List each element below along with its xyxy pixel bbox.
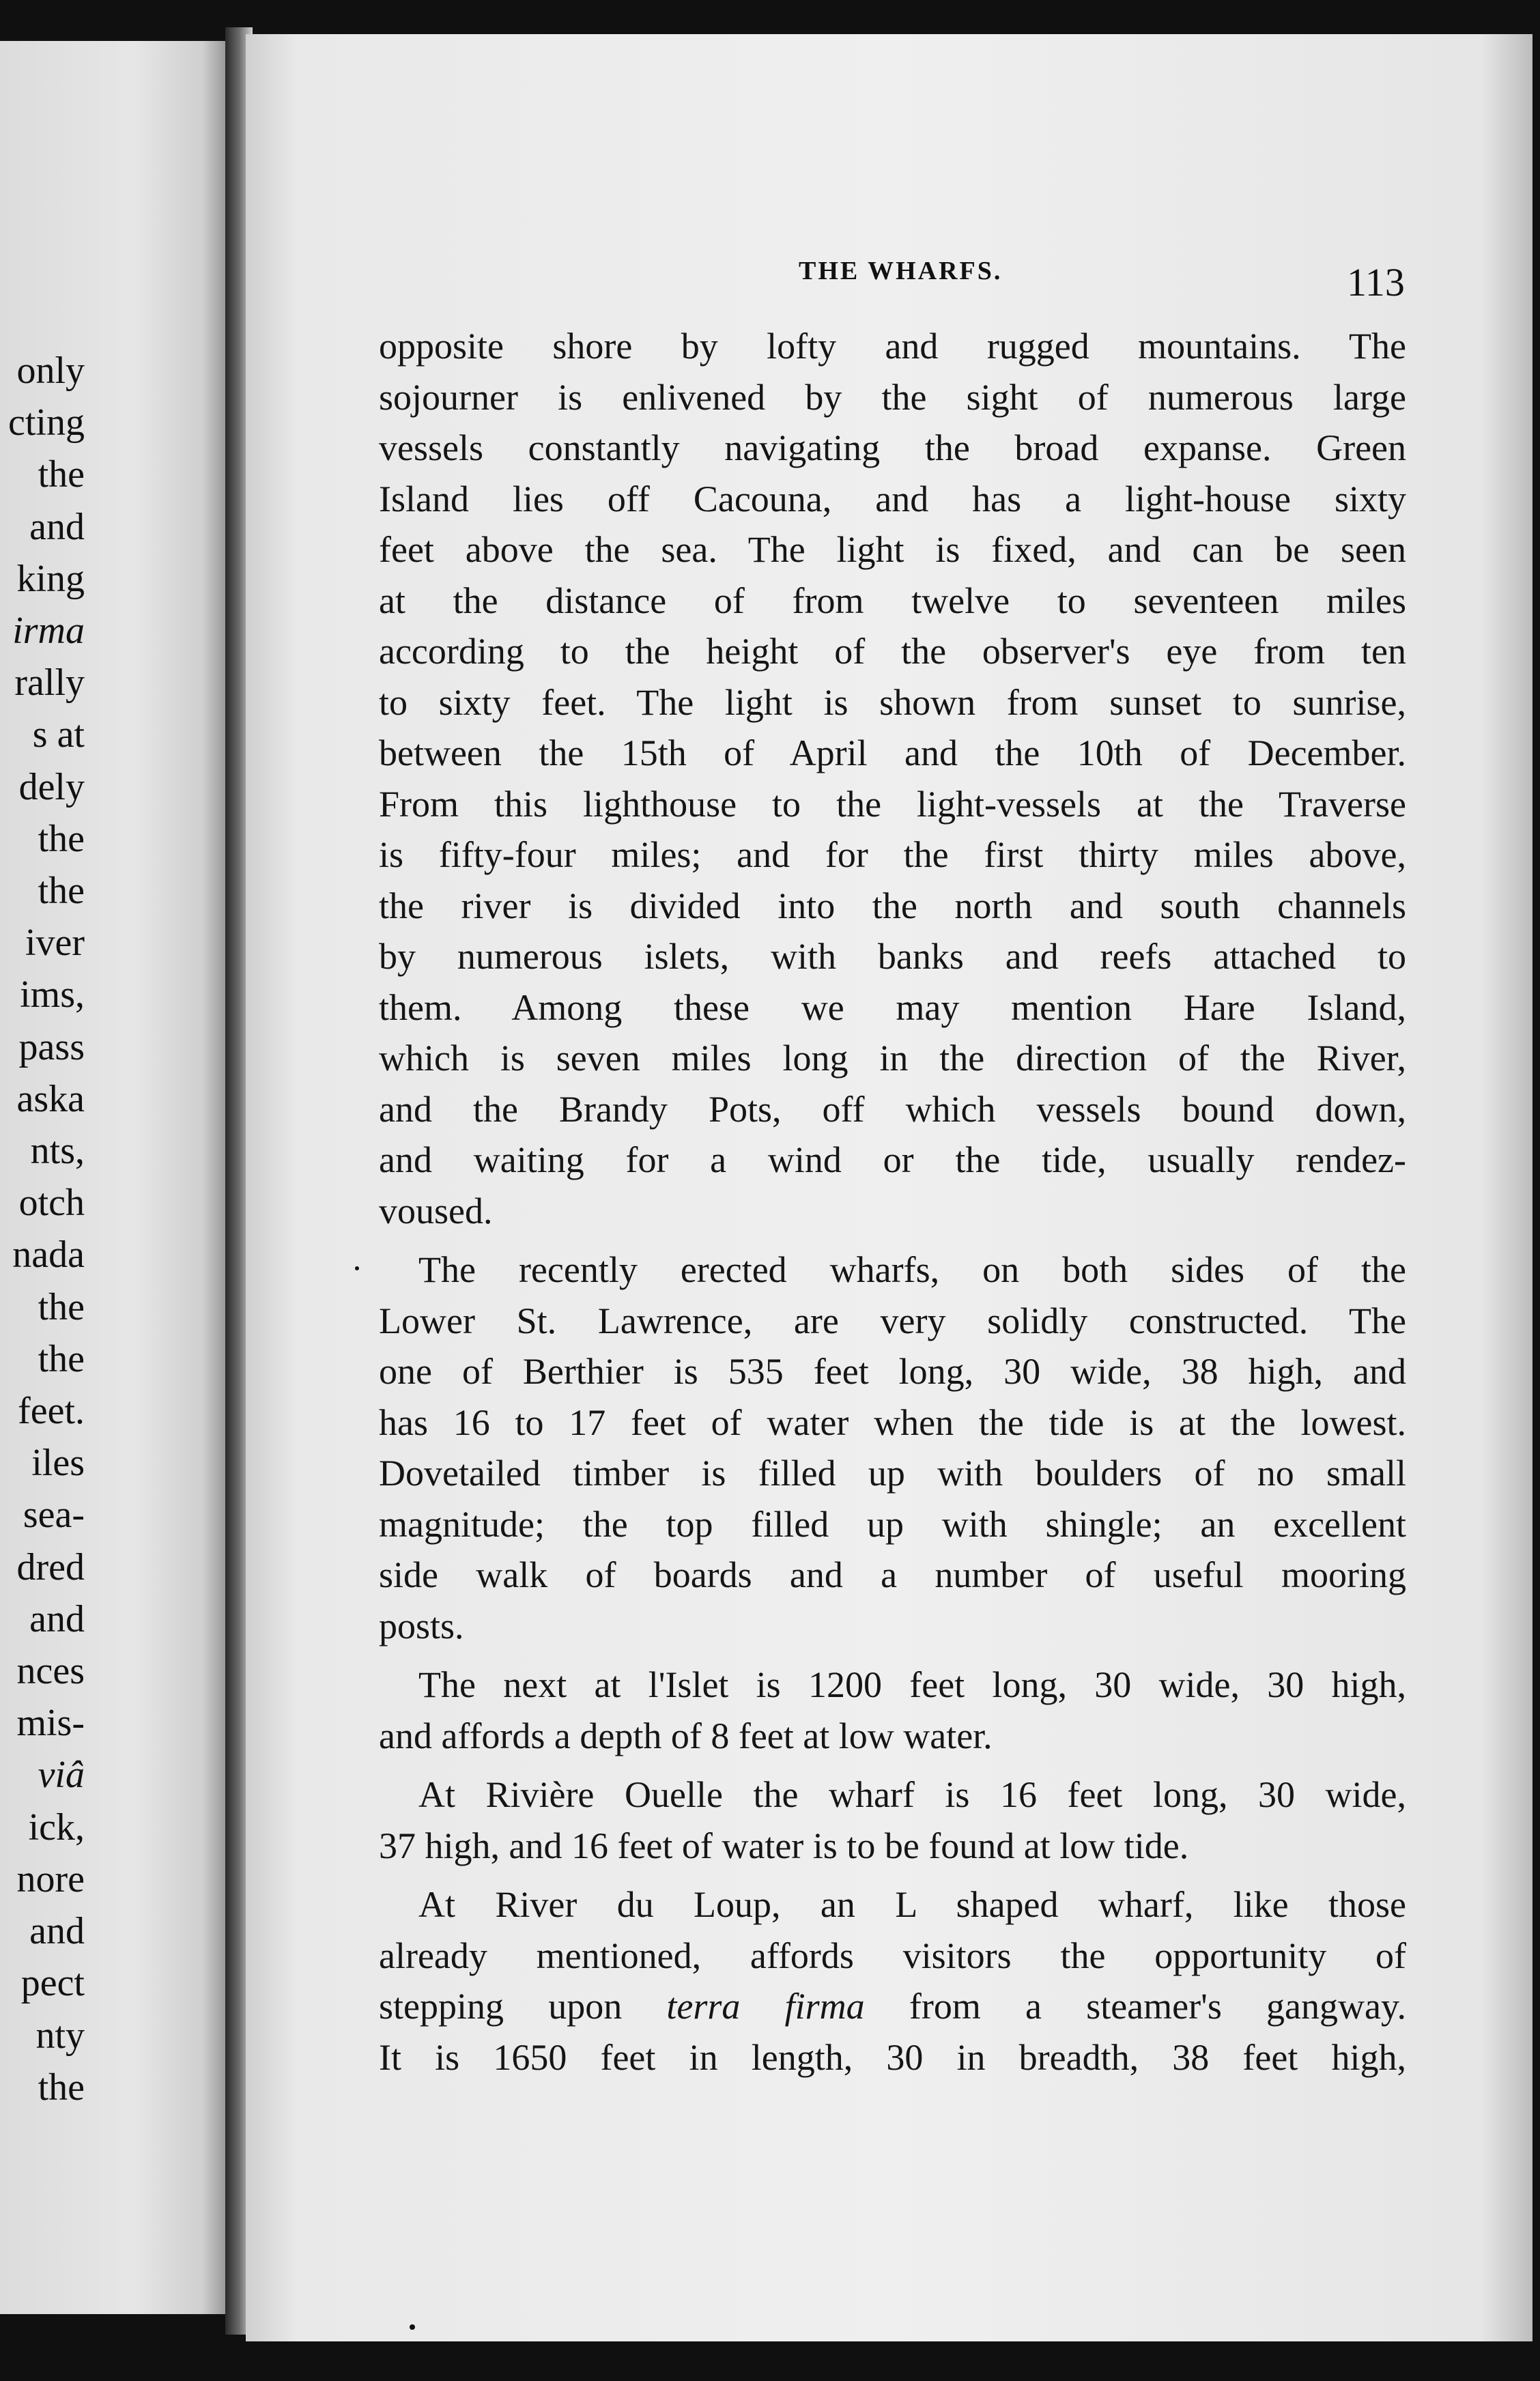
ink-speck	[410, 2324, 415, 2330]
line-end: viâ	[38, 1754, 85, 1797]
text-line: magnitude; the top filled up with shingle; an excellent	[379, 1503, 1406, 1545]
text-line: From this lighthouse to the light-vessels at the Traverse	[379, 783, 1406, 825]
text-line: voused.	[379, 1190, 493, 1231]
line-end: king	[16, 557, 85, 600]
text-line: 37 high, and 16 feet of water is to be found at low tide.	[379, 1825, 1189, 1866]
text-line: Dovetailed timber is filled up with boulders of no small	[379, 1453, 1406, 1494]
text-line: At Rivière Ouelle the wharf is 16 feet long, 30 wide,	[418, 1774, 1406, 1815]
text-fragment: from a steamer's gangway.	[864, 1986, 1406, 2027]
line-end: aska	[16, 1077, 85, 1120]
paragraph	[379, 1244, 1406, 1651]
left-page	[0, 41, 225, 2314]
text-line: The next at l'Islet is 1200 feet long, 30 wide, 30 high,	[418, 1664, 1406, 1705]
text-line: and waiting for a wind or the tide, usually rendez-	[379, 1139, 1406, 1180]
line-end: and	[29, 1597, 85, 1640]
text-line: the river is divided into the north and south channels	[379, 885, 1406, 926]
text-line: feet above the sea. The light is fixed, and can be seen	[379, 529, 1406, 570]
text-line: At River du Loup, an L shaped wharf, like those	[418, 1884, 1406, 1925]
line-end: iver	[25, 922, 85, 965]
line-end: rally	[14, 661, 85, 704]
line-end: and	[29, 505, 85, 548]
text-line: Lower St. Lawrence, are very solidly constructed. The	[379, 1300, 1406, 1341]
line-end: the	[38, 2066, 85, 2109]
line-end: and	[29, 1910, 85, 1953]
text-line: by numerous islets, with banks and reefs attached to	[379, 936, 1406, 977]
line-end: cting	[8, 401, 85, 444]
body-text	[379, 321, 1406, 2083]
ink-speck	[603, 14, 608, 20]
text-line: Island lies off Cacouna, and has a light-house sixty	[379, 478, 1406, 519]
text-line: already mentioned, affords visitors the opportunity of	[379, 1935, 1406, 1976]
line-end: nada	[12, 1234, 85, 1277]
text-line: opposite shore by lofty and rugged mountains. The	[379, 326, 1406, 367]
line-end: sea-	[23, 1494, 85, 1537]
running-title: THE WHARFS.	[799, 257, 1003, 285]
line-end: feet.	[18, 1390, 85, 1433]
line-end: pect	[20, 1962, 85, 2005]
text-line: It is 1650 feet in length, 30 in breadth, 38 feet high,	[379, 2036, 1406, 2078]
line-end: ims,	[20, 973, 85, 1016]
line-end: nty	[35, 2014, 85, 2057]
line-end: the	[38, 870, 85, 913]
line-end: only	[16, 350, 85, 392]
line-end: the	[38, 453, 85, 496]
line-end: ick,	[28, 1806, 85, 1849]
line-end: otch	[18, 1182, 85, 1225]
text-line: has 16 to 17 feet of water when the tide is at the lowest.	[379, 1401, 1406, 1443]
line-end: the	[38, 1337, 85, 1380]
line-end: iles	[31, 1442, 85, 1485]
text-fragment: stepping upon	[379, 1986, 667, 2027]
text-line: and the Brandy Pots, off which vessels bound down,	[379, 1088, 1406, 1130]
text-line: which is seven miles long in the direction of the River,	[379, 1038, 1406, 1079]
text-line-with-italic	[379, 1981, 1406, 2032]
line-end: nts,	[30, 1130, 85, 1173]
text-line: is fifty-four miles; and for the first thirty miles above,	[379, 834, 1406, 875]
text-line: to sixty feet. The light is shown from sunset to sunrise,	[379, 681, 1406, 723]
left-page-line-ends	[0, 345, 85, 2113]
paragraph	[379, 1659, 1406, 1761]
line-end: the	[38, 1285, 85, 1328]
page-number: 113	[1347, 260, 1405, 304]
line-end: nces	[16, 1650, 85, 1693]
ink-speck	[355, 1266, 359, 1270]
text-line: and affords a depth of 8 feet at low water.	[379, 1715, 993, 1756]
text-line: The recently erected wharfs, on both sides of the	[418, 1249, 1406, 1290]
text-line: them. Among these we may mention Hare Island,	[379, 986, 1406, 1028]
text-line: vessels constantly navigating the broad expanse. Green	[379, 427, 1406, 468]
paragraph	[379, 1769, 1406, 1871]
text-line: posts.	[379, 1605, 464, 1646]
line-end: s at	[32, 713, 85, 756]
text-line: between the 15th of April and the 10th of December.	[379, 732, 1406, 773]
line-end: nore	[16, 1857, 85, 1900]
line-end: dely	[18, 765, 85, 808]
italic-phrase: terra firma	[666, 1986, 865, 2027]
text-line: at the distance of from twelve to seventeen miles	[379, 580, 1406, 621]
line-end: dred	[16, 1545, 85, 1588]
text-line: according to the height of the observer's eye from ten	[379, 631, 1406, 672]
text-line: side walk of boards and a number of useful mooring	[379, 1554, 1406, 1595]
line-end: mis-	[16, 1702, 85, 1745]
paragraph	[379, 321, 1406, 1236]
text-line: sojourner is enlivened by the sight of numerous large	[379, 376, 1406, 418]
line-end: the	[38, 817, 85, 860]
paragraph	[379, 1879, 1406, 2083]
line-end: pass	[18, 1025, 85, 1068]
line-end: irma	[12, 610, 85, 653]
text-line: one of Berthier is 535 feet long, 30 wide, 38 high, and	[379, 1351, 1406, 1392]
